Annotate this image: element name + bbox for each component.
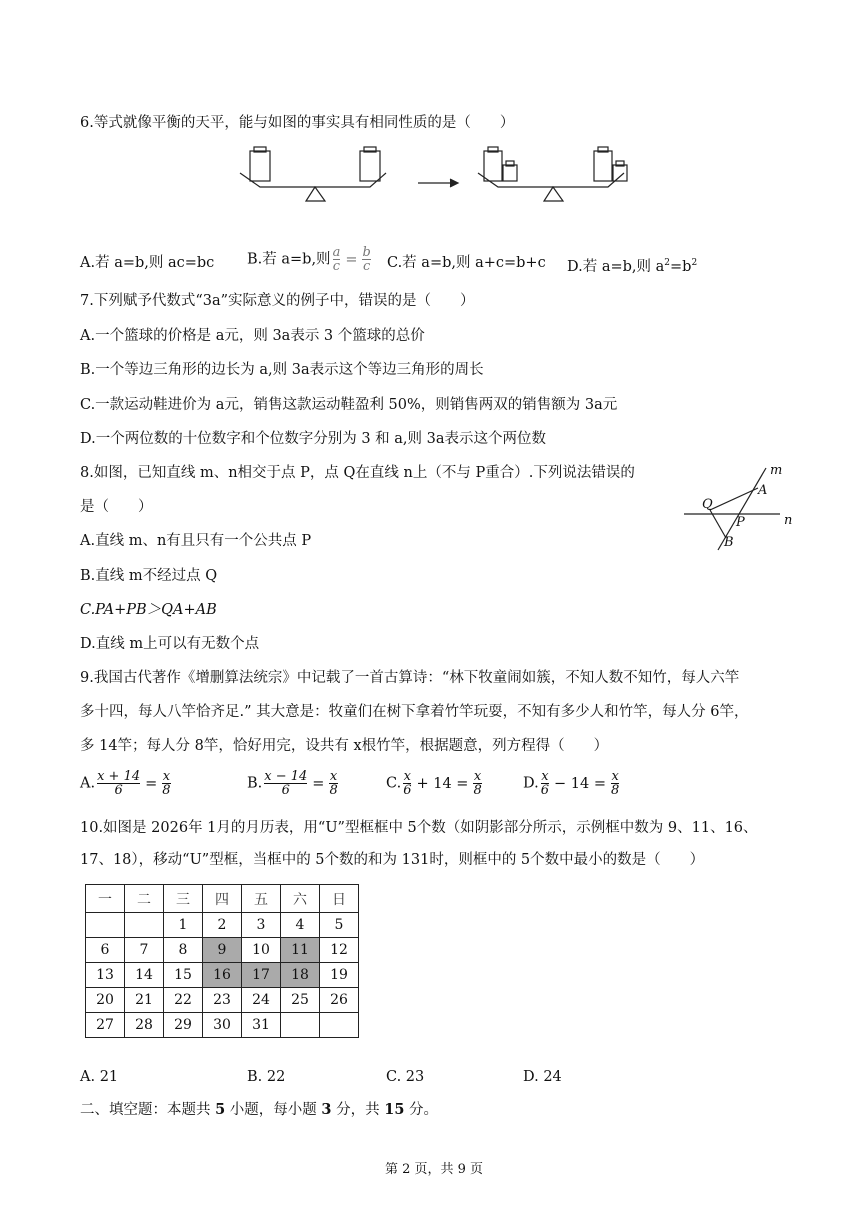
calendar-header: 日 [320, 885, 359, 913]
q9-option-c: C. $\frac{x}{6}$ + 14 = $\frac{x}{8}$ [386, 769, 482, 798]
page-footer: 第 2 页，共 9 页 [384, 1162, 484, 1177]
calendar-cell: 20 [86, 988, 125, 1013]
q8-stem-line2: 是（ ） [80, 499, 153, 515]
q10-line2: 17、18），移动“U”型框，当框中的 5个数的和为 131时，则框中的 5个数中最小的数是（ ） [80, 852, 705, 868]
calendar-cell: 2 [203, 913, 242, 938]
calendar-cell: 9 [203, 938, 242, 963]
calendar-row [86, 988, 359, 1013]
calendar-header-row [86, 885, 359, 913]
q9-option-d: D. $\frac{x}{6}$ − 14 = $\frac{x}{8}$ [523, 769, 620, 798]
q10-option-d: D. 24 [523, 1069, 562, 1085]
q8-option-c: C.PA+PB＞QA+AB [80, 602, 217, 618]
calendar-cell [86, 913, 125, 938]
q10-option-b: B. 22 [247, 1069, 286, 1085]
q9-line1: 9.我国古代著作《增删算法统宗》中记载了一首古算诗：“林下牧童闹如簇，不知人数不知竹，每人六竿 [80, 670, 740, 686]
section-2-heading: 二、填空题：本题共 5 小题，每小题 3 分，共 15 分。 [80, 1101, 439, 1118]
calendar-cell: 31 [242, 1013, 281, 1038]
label-q: Q [702, 497, 713, 512]
calendar-cell: 22 [164, 988, 203, 1013]
q6-stem: 6.等式就像平衡的天平，能与如图的事实具有相同性质的是（ ） [80, 115, 515, 131]
label-n: n [784, 513, 793, 528]
calendar-cell: 19 [320, 963, 359, 988]
q9-option-b: B. $\frac{x - 14}{6}$ = $\frac{x}{8}$ [247, 769, 338, 798]
calendar-cell: 25 [281, 988, 320, 1013]
calendar-header: 二 [125, 885, 164, 913]
label-a: A [758, 483, 768, 498]
calendar-cell: 18 [281, 963, 320, 988]
calendar-cell: 11 [281, 938, 320, 963]
q9-option-a: A. $\frac{x + 14}{6}$ = $\frac{x}{8}$ [80, 769, 171, 798]
calendar-cell: 6 [86, 938, 125, 963]
calendar-cell: 16 [203, 963, 242, 988]
q10-line1: 10.如图是 2026年 1月的月历表，用“U”型框框中 5个数（如阴影部分所示，示例框中数为 9、11、16、 [80, 820, 758, 836]
calendar-header: 六 [281, 885, 320, 913]
calendar-row [86, 913, 359, 938]
calendar-cell [125, 913, 164, 938]
calendar-cell: 23 [203, 988, 242, 1013]
calendar-row [86, 938, 359, 963]
calendar-cell: 7 [125, 938, 164, 963]
calendar-cell: 28 [125, 1013, 164, 1038]
calendar-cell: 29 [164, 1013, 203, 1038]
calendar-header: 一 [86, 885, 125, 913]
calendar-cell: 5 [320, 913, 359, 938]
calendar-cell: 14 [125, 963, 164, 988]
calendar-cell [320, 1013, 359, 1038]
calendar-row [86, 963, 359, 988]
calendar-cell: 26 [320, 988, 359, 1013]
q9-line3: 多 14竿；每人分 8竿，恰好用完，设共有 x根竹竿，根据题意，列方程得（ ） [80, 738, 609, 754]
calendar-header: 四 [203, 885, 242, 913]
q6-option-b-frac2: $\frac{b}{c}$ [362, 245, 371, 274]
calendar-header: 五 [242, 885, 281, 913]
calendar-table [85, 884, 359, 1038]
intersecting-lines-figure [680, 460, 800, 555]
calendar-cell: 27 [86, 1013, 125, 1038]
calendar-cell: 21 [125, 988, 164, 1013]
q8-stem-line1: 8.如图，已知直线 m、n相交于点 P，点 Q在直线 n上（不与 P重合）.下列说法错误的 [80, 465, 635, 481]
calendar-cell: 13 [86, 963, 125, 988]
q6-option-c: C.若 a=b,则 a+c=b+c [387, 255, 546, 271]
calendar-cell: 15 [164, 963, 203, 988]
q7-option-a: A.一个篮球的价格是 a元，则 3a表示 3 个篮球的总价 [80, 328, 425, 344]
q8-option-b: B.直线 m不经过点 Q [80, 568, 218, 584]
calendar-cell: 12 [320, 938, 359, 963]
calendar-row [86, 1013, 359, 1038]
calendar-cell: 30 [203, 1013, 242, 1038]
q6-option-b-frac1: $\frac{a}{c}$ [332, 245, 341, 274]
q6-option-b: B.若 a=b,则 $\frac{a}{c}$ = $\frac{b}{c}$ [247, 245, 371, 274]
q7-option-b: B.一个等边三角形的边长为 a,则 3a表示这个等边三角形的周长 [80, 362, 484, 378]
q10-option-a: A. 21 [80, 1069, 119, 1085]
balance-scale-figure [238, 143, 638, 208]
calendar-cell: 1 [164, 913, 203, 938]
label-p: P [736, 515, 745, 530]
label-b: B [724, 535, 734, 550]
q6-option-a: A.若 a=b,则 ac=bc [80, 255, 215, 271]
q7-option-c: C.一款运动鞋进价为 a元，销售这款运动鞋盈利 50%，则销售两双的销售额为 3a元 [80, 397, 618, 413]
calendar-cell: 4 [281, 913, 320, 938]
q8-option-a: A.直线 m、n有且只有一个公共点 P [80, 533, 312, 549]
q6-option-b-prefix: B.若 a=b,则 [247, 251, 331, 268]
calendar-cell: 10 [242, 938, 281, 963]
calendar-cell: 8 [164, 938, 203, 963]
calendar-cell: 17 [242, 963, 281, 988]
q8-option-d: D.直线 m上可以有无数个点 [80, 636, 260, 652]
calendar-cell: 24 [242, 988, 281, 1013]
q7-stem: 7.下列赋予代数式“3a”实际意义的例子中，错误的是（ ） [80, 293, 475, 309]
q10-option-c: C. 23 [386, 1069, 425, 1085]
calendar-cell: 3 [242, 913, 281, 938]
q9-line2: 多十四，每人八竿恰齐足.” 其大意是：牧童们在树下拿着竹竿玩耍，不知有多少人和竹竿，每人分 6竿， [80, 704, 749, 720]
q6-option-d: D.若 a=b,则 $a^2=b^2$ [567, 258, 698, 275]
calendar-cell [281, 1013, 320, 1038]
label-m: m [770, 463, 783, 478]
calendar-header: 三 [164, 885, 203, 913]
q7-option-d: D.一个两位数的十位数字和个位数字分别为 3 和 a,则 3a表示这个两位数 [80, 431, 547, 447]
